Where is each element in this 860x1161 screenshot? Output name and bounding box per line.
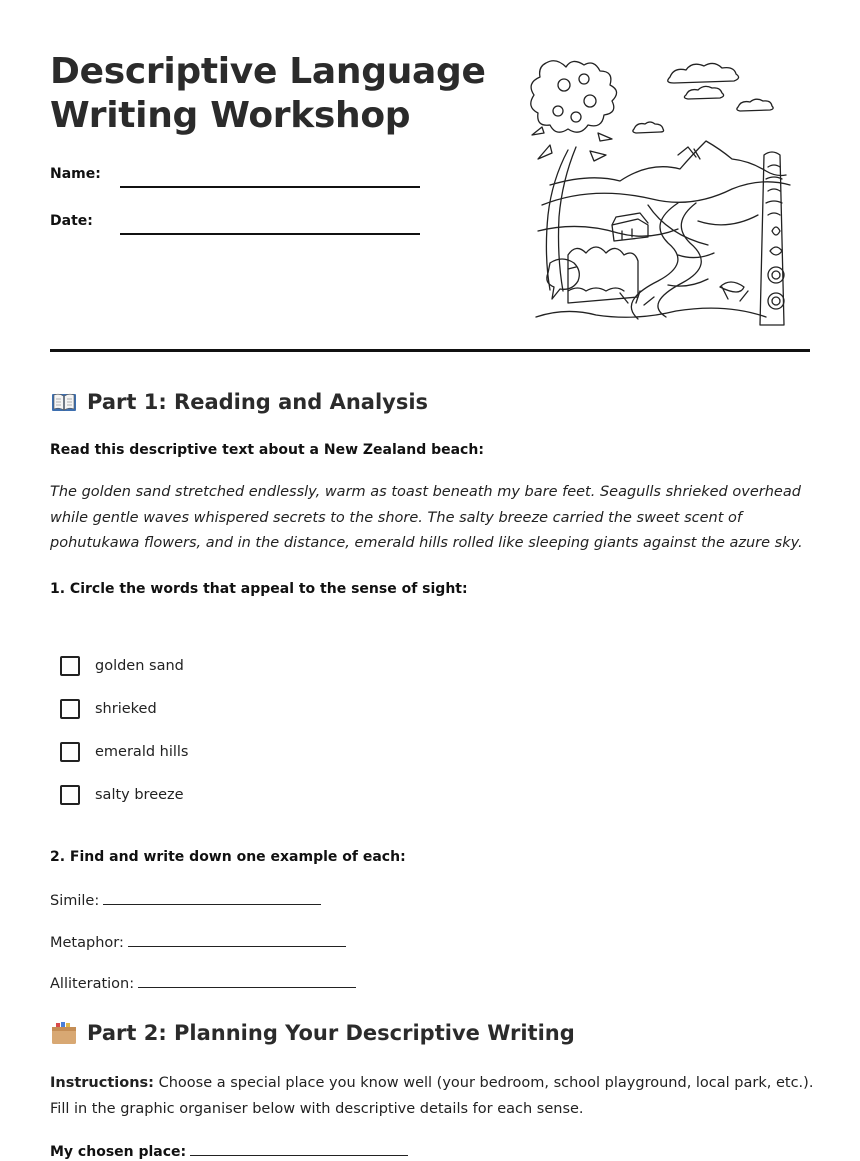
simile-blank[interactable] (103, 890, 321, 905)
title-line-2: Writing Workshop (50, 95, 411, 136)
bird (547, 259, 579, 299)
card-box-icon (50, 1021, 78, 1045)
cloud-3 (737, 99, 773, 111)
alliteration-row (50, 973, 356, 992)
beach-passage: The golden sand stretched endlessly, warm as toast beneath my bare feet. Seagulls shrieked overhead while gentle waves whispered secrets to the shore. The salty breeze carried the sweet scent of pohutukawa flowers, and in the distance, emerald hills rolled like sleeping giants against the azure sky. (50, 484, 803, 551)
river (631, 203, 714, 319)
checkbox[interactable] (60, 785, 80, 805)
open-book-icon (50, 390, 78, 414)
page-title (50, 50, 486, 138)
option-label: golden sand (95, 657, 184, 674)
header-divider (50, 349, 810, 352)
checklist-item (60, 644, 189, 687)
chosen-place-row (50, 1141, 408, 1160)
date-label: Date: (50, 213, 93, 229)
title-line-1: Descriptive Language (50, 51, 486, 92)
landscape-illustration (528, 55, 810, 327)
checkbox[interactable] (60, 699, 80, 719)
instructions (50, 1070, 820, 1122)
chosen-place-blank[interactable] (190, 1141, 408, 1156)
checklist-item (60, 773, 189, 816)
metaphor-blank[interactable] (128, 932, 346, 947)
checkbox[interactable] (60, 742, 80, 762)
instructions-text: Choose a special place you know well (your bedroom, school playground, local park, etc.). Fill in the graphic organiser below with descriptive details for each sense. (50, 1075, 814, 1117)
hills (538, 182, 790, 245)
metaphor-label: Metaphor: (50, 935, 124, 951)
bushes (568, 247, 638, 303)
cloud-1 (668, 63, 739, 83)
part1-heading (50, 390, 428, 414)
checklist-item (60, 687, 189, 730)
question-1: 1. Circle the words that appeal to the sense of sight: (50, 581, 468, 597)
alliteration-blank[interactable] (138, 973, 356, 988)
name-blank[interactable] (120, 186, 420, 188)
date-blank[interactable] (120, 233, 420, 235)
cloud-2 (684, 86, 723, 99)
alliteration-label: Alliteration: (50, 976, 135, 992)
simile-row (50, 890, 321, 909)
simile-label: Simile: (50, 893, 100, 909)
option-label: salty breeze (95, 786, 184, 803)
name-label: Name: (50, 166, 101, 182)
part2-heading-text: Part 2: Planning Your Descriptive Writing (87, 1021, 575, 1045)
chosen-place-label: My chosen place: (50, 1144, 187, 1160)
part2-heading (50, 1021, 575, 1045)
tree-trunk (546, 147, 576, 291)
option-label: shrieked (95, 700, 157, 717)
question-2: 2. Find and write down one example of each: (50, 849, 406, 865)
checkbox[interactable] (60, 656, 80, 676)
mountains (550, 141, 786, 185)
cloud-4 (633, 122, 664, 133)
instructions-label: Instructions: (50, 1075, 154, 1091)
checklist-item (60, 730, 189, 773)
part1-heading-text: Part 1: Reading and Analysis (87, 390, 429, 414)
metaphor-row (50, 932, 346, 951)
sight-checklist (60, 644, 189, 816)
reading-intro: Read this descriptive text about a New Zealand beach: (50, 442, 484, 458)
option-label: emerald hills (95, 743, 189, 760)
